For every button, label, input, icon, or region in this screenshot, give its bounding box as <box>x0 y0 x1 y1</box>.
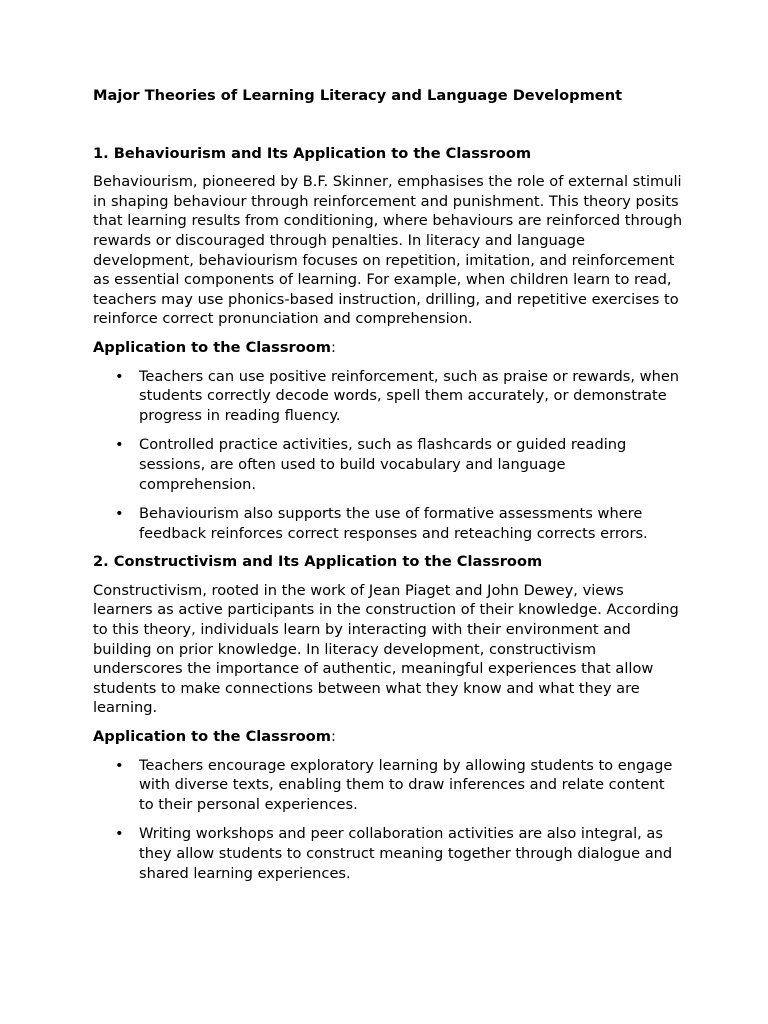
bullet-icon: • <box>115 825 124 843</box>
list-item <box>93 756 683 815</box>
application-label-colon: : <box>330 338 336 356</box>
bullet-list <box>93 367 683 544</box>
application-label-colon: : <box>330 728 336 746</box>
bullet-icon: • <box>115 436 124 454</box>
application-label <box>93 338 683 358</box>
application-label <box>93 727 683 747</box>
document-title: Major Theories of Learning Literacy and Language Development <box>93 87 623 104</box>
section-constructivism <box>93 552 683 883</box>
section-heading: 2. Constructivism and Its Application to the Classroom <box>93 553 543 571</box>
list-item-text: Writing workshops and peer collaboration activities are also integral, as they allow students to construct meaning together through dialogue and shared learning experiences. <box>139 825 673 882</box>
list-item <box>93 824 683 883</box>
application-label-text: Application to the Classroom <box>93 728 331 746</box>
bullet-icon: • <box>115 367 124 385</box>
list-item <box>93 504 683 543</box>
section-paragraph: Constructivism, rooted in the work of Jean Piaget and John Dewey, views learners as active participants in the construction of their knowledge. According to this theory, individuals learn by interacting with their environment and building on prior knowledge. In literacy development, constructivism underscores the importance of authentic, meaningful experiences that allow students to make connections between what they know and what they are learning. <box>93 581 679 717</box>
bullet-icon: • <box>115 505 124 523</box>
section-paragraph: Behaviourism, pioneered by B.F. Skinner, emphasises the role of external stimuli in shaping behaviour through reinforcement and punishment. This theory posits that learning results from conditioning, where behaviours are reinforced through rewards or discouraged through penalties. In literacy and language development, behaviourism focuses on repetition, imitation, and reinforcement as essential components of learning. For example, when children learn to read, teachers may use phonics-based instruction, drilling, and repetitive exercises to reinforce correct pronunciation and comprehension. <box>93 173 683 328</box>
list-item-text: Teachers can use positive reinforcement, such as praise or rewards, when students correctly decode words, spell them accurately, or demonstrate progress in reading fluency. <box>139 367 680 424</box>
list-item <box>93 367 683 426</box>
list-item <box>93 435 683 494</box>
list-item-text: Controlled practice activities, such as flashcards or guided reading sessions, are often used to build vocabulary and language comprehension. <box>139 436 627 493</box>
section-behaviourism <box>93 144 683 544</box>
bullet-icon: • <box>115 756 124 774</box>
document-page <box>93 86 683 892</box>
bullet-list <box>93 756 683 884</box>
application-label-text: Application to the Classroom <box>93 338 331 356</box>
section-heading: 1. Behaviourism and Its Application to the Classroom <box>93 144 532 162</box>
list-item-text: Teachers encourage exploratory learning by allowing students to engage with diverse texts, enabling them to draw inferences and relate content to their personal experiences. <box>139 756 673 813</box>
list-item-text: Behaviourism also supports the use of formative assessments where feedback reinforces correct responses and reteaching corrects errors. <box>139 505 648 542</box>
